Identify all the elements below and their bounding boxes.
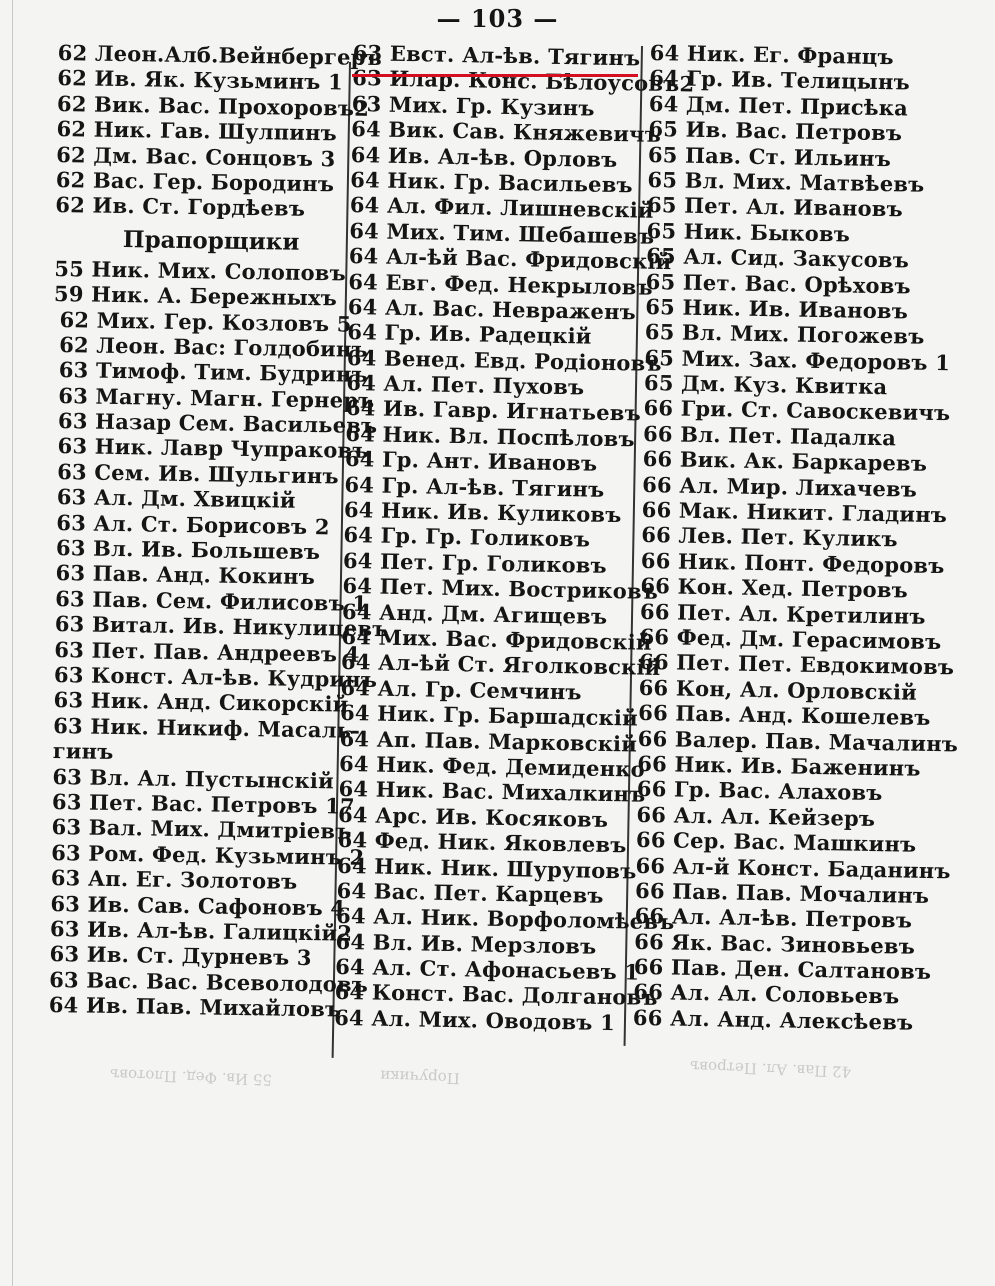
- list-item: 62 Дм. Вас. Сонцовъ 3: [56, 141, 336, 171]
- bleed-through-text: 55 Ив. Фед. Плотовъ: [109, 1065, 273, 1089]
- list-item: 63 Витал. Ив. Никулицевъ: [54, 611, 389, 642]
- list-item: 64 Гр. Ал-ѣв. Тягинъ: [344, 471, 605, 502]
- list-item: 63 Ник. Никиф. Масаль-: [53, 712, 361, 743]
- list-item: 64 Венед. Евд. Родіоновъ: [346, 344, 662, 376]
- list-item: 63 Ап. Ег. Золотовъ: [50, 865, 298, 894]
- list-item: 66 Сер. Вас. Машкинъ: [635, 826, 917, 857]
- list-item: 63 Ник. Лавр Чупраковъ: [57, 433, 369, 464]
- list-item: 64 Евг. Фед. Некрыловъ: [348, 268, 654, 300]
- list-item: 64 Фед. Ник. Яковлевъ: [337, 826, 627, 858]
- list-item: 66 Пет. Пет. Евдокимовъ: [638, 649, 955, 680]
- list-item: 64 Ал. Гр. Семчинъ: [340, 674, 582, 705]
- list-item: гинъ: [52, 738, 114, 765]
- list-item: 63 Пав. Анд. Кокинъ: [55, 560, 316, 590]
- list-item: 66 Лев. Пет. Куликъ: [641, 522, 899, 552]
- list-item: 66 Вик. Ак. Баркаревъ: [642, 446, 928, 477]
- list-item: 63 Пет. Вас. Петровъ 17: [51, 788, 356, 819]
- list-item: 63 Ник. Анд. Сикорскій: [53, 687, 349, 718]
- list-item: 65 Пав. Ст. Ильинъ: [647, 141, 892, 171]
- list-item: 66 Кон. Хед. Петровъ: [640, 573, 909, 603]
- list-item: 63 Тимоф. Тим. Будринъ: [58, 357, 369, 388]
- list-item: 63 Ив. Сав. Сафоновъ 4: [50, 890, 346, 921]
- list-item: 66 Ал-й Конст. Баданинъ: [635, 852, 951, 883]
- list-item: 64 Вас. Пет. Карцевъ: [336, 877, 604, 908]
- list-item: 63 Пав. Сем. Филисовъ 1: [55, 585, 368, 616]
- list-item: 63 Пет. Пав. Андреевъ 4: [54, 636, 360, 667]
- list-item: 64 Ал. Ник. Ворфоломѣевъ: [335, 903, 675, 935]
- list-item: 65 Пет. Вас. Орѣховъ: [645, 268, 912, 299]
- list-item: 64 Вик. Сав. Княжевичъ: [351, 116, 662, 148]
- list-item: 66 Ал. Анд. Алексѣевъ: [632, 1004, 914, 1035]
- list-item: 62 Леон.Алб.Вейнбергеръ: [57, 40, 383, 71]
- list-item: 65 Ал. Сид. Закусовъ: [646, 243, 910, 273]
- list-item: 64 Ив. Пав. Михайловъ: [48, 992, 342, 1022]
- list-item: 64 Мих. Вас. Фридовскій: [341, 623, 652, 655]
- list-item: 64 Ал. Пет. Пуховъ: [346, 370, 585, 400]
- list-item: 64 Арс. Ив. Косяковъ: [337, 801, 609, 832]
- list-item: 63 Ал. Ст. Борисовъ 2: [56, 509, 330, 539]
- list-item: 64 Ник. Фед. Демиденко: [338, 750, 646, 782]
- highlight-underline: [352, 74, 638, 77]
- list-item: 63 Магну. Магн. Гернеръ: [58, 382, 375, 413]
- list-item: 64 Гр. Ив. Телицынъ: [649, 65, 911, 95]
- bleed-through-text: Поручики: [379, 1066, 461, 1088]
- list-item: 65 Вл. Мих. Погожевъ: [644, 319, 925, 350]
- list-item: 66 Пав. Анд. Кошелевъ: [638, 700, 931, 731]
- list-item: 64 Гр. Ант. Ивановъ: [344, 446, 598, 477]
- list-item: 64 Анд. Дм. Агищевъ: [341, 598, 608, 629]
- list-item: 64 Мих. Тим. Шебашевъ: [349, 217, 655, 249]
- list-item: 64 Ник. Вл. Поспѣловъ: [345, 420, 636, 452]
- column-middle: [333, 40, 695, 1036]
- list-item: 62 Мих. Гер. Козловъ 5: [59, 306, 352, 337]
- list-item: 66 Мак. Никит. Гладинъ: [641, 496, 948, 528]
- list-item: 63 Ром. Фед. Кузьминъ 2: [51, 839, 365, 870]
- list-item: 62 Вас. Гер. Бородинъ: [55, 166, 335, 197]
- list-item: 64 Ив. Гавр. Игнатьевъ: [345, 395, 642, 427]
- list-item: 64 Ал. Фил. Лишневскій: [349, 192, 654, 224]
- list-item: 66 Валер. Пав. Мачалинъ: [637, 725, 959, 757]
- page-number: — 103 —: [436, 4, 559, 33]
- list-item: 64 Ник. Ег. Францъ: [649, 40, 895, 70]
- list-item: 66 Пав. Ден. Салтановъ: [633, 953, 932, 985]
- list-item: 62 Ив. Ст. Гордѣевъ: [55, 192, 306, 222]
- list-item: 63 Евст. Ал-ѣв. Тягинъ: [352, 40, 641, 71]
- list-item: 65 Ник. Ив. Ивановъ: [645, 293, 909, 324]
- list-item: 63 Вас. Вас. Всеволодовъ: [49, 966, 369, 997]
- list-item: 64 Ал-ѣй Вас. Фридовскій: [348, 243, 672, 275]
- list-item: 64 Ник. Ив. Куликовъ: [343, 496, 622, 528]
- list-item: 63 Вал. Мих. Дмитріевъ: [51, 814, 352, 845]
- list-item: 63 Конст. Ал-ѣв. Кудринъ: [53, 662, 378, 693]
- list-item: 66 Вл. Пет. Падалка: [642, 420, 897, 451]
- list-item: 66 Кон, Ал. Орловскій: [638, 674, 918, 705]
- list-item: 64 Ник. Гр. Васильевъ: [350, 166, 634, 198]
- list-item: 63 Ал. Дм. Хвицкій: [56, 484, 296, 514]
- list-item: 64 Ник. Гр. Баршадскій: [339, 700, 639, 731]
- column-right: [632, 40, 959, 1035]
- column-left: [43, 40, 389, 1022]
- list-item: 64 Ник. Ник. Шуруповъ: [336, 852, 637, 884]
- list-item: 66 Ник. Ив. Баженинъ: [637, 750, 921, 781]
- list-item: 64 Конст. Вас. Долгановъ: [334, 979, 658, 1011]
- list-item: 63 Мих. Гр. Кузинъ: [351, 90, 595, 121]
- list-item: 64 Ал. Ст. Афонасьевъ 1: [334, 953, 640, 985]
- list-item: 64 Ал. Мих. Оводовъ 1: [333, 1004, 616, 1036]
- list-item: 66 Ал. Мир. Лихачевъ: [642, 471, 918, 502]
- list-item: 63 Илар. Конс. Бѣлоусовъ2: [352, 65, 695, 97]
- list-item: 66 Ал. Ал. Соловьевъ: [633, 979, 900, 1009]
- list-item: 66 Як. Вас. Зиновьевъ: [634, 928, 916, 959]
- list-item: 66 Ал. Ал. Кейзеръ: [636, 801, 876, 831]
- list-item: 63 Ив. Ал-ѣв. Галицкій2: [49, 915, 353, 946]
- list-item: 63 Вл. Ал. Пустынскій: [52, 763, 335, 793]
- list-item: 63 Сем. Ив. Шульгинъ: [57, 458, 339, 489]
- list-item: 64 Вл. Ив. Мерзловъ: [335, 928, 597, 959]
- list-item: 63 Ив. Ст. Дурневъ 3: [49, 941, 312, 971]
- list-item: 64 Гр. Ив. Радецкій: [347, 319, 592, 349]
- list-item: 66 Фед. Дм. Герасимовъ: [639, 623, 942, 655]
- list-item: 64 Пет. Мих. Востриковъ: [342, 573, 659, 605]
- list-item: 64 Пет. Гр. Голиковъ: [342, 547, 608, 578]
- section-heading: Прапорщики: [122, 225, 300, 256]
- list-item: 64 Ал-ѣй Ст. Яголковскій: [340, 649, 661, 681]
- list-item: 62 Ив. Як. Кузьминъ 1: [57, 65, 344, 95]
- list-item: 65 Пет. Ал. Ивановъ: [646, 192, 904, 222]
- list-item: 64 Ап. Пав. Марковскій: [339, 725, 638, 757]
- list-item: 65 Ив. Вас. Петровъ: [648, 116, 903, 146]
- list-item: 64 Ник. Вас. Михалкинъ: [338, 776, 646, 808]
- list-item: 63 Вл. Ив. Большевъ: [55, 535, 321, 565]
- list-item: 64 Гр. Гр. Голиковъ: [343, 522, 591, 553]
- list-item: 62 Ник. Гав. Шулпинъ: [56, 116, 338, 146]
- list-item: 59 Ник. А. Бережныхъ: [53, 281, 338, 311]
- list-item: 55 Ник. Мих. Солоповъ: [54, 255, 347, 286]
- list-item: 66 Ник. Понт. Федоровъ: [640, 547, 945, 579]
- list-item: 66 Гр. Вас. Алаховъ: [636, 776, 883, 806]
- list-item: 62 Леон. Вас: Голдобинъ: [59, 331, 369, 362]
- list-item: 64 Ив. Ал-ѣв. Орловъ: [350, 141, 618, 172]
- list-item: 65 Вл. Мих. Матвѣевъ: [647, 166, 925, 197]
- list-item: 64 Ал. Вас. Невраженъ: [347, 293, 637, 325]
- list-item: 63 Назар Сем. Васильевъ: [57, 408, 378, 439]
- list-item: 66 Гри. Ст. Савоскевичъ: [643, 395, 951, 426]
- list-item: 62 Вик. Вас. Прохоровъ2: [56, 90, 370, 121]
- list-item: 64 Дм. Пет. Присѣка: [648, 90, 909, 121]
- list-item: 65 Ник. Быковъ: [646, 217, 851, 247]
- list-item: 65 Дм. Куз. Квитка: [643, 370, 888, 400]
- list-item: 66 Пав. Пав. Мочалинъ: [634, 877, 930, 908]
- list-item: 66 Ал. Ал-ѣв. Петровъ: [634, 903, 913, 933]
- list-item: 65 Мих. Зах. Федоровъ 1: [644, 344, 951, 375]
- bleed-through-text: 42 Пав. Ал. Петровъ: [689, 1057, 852, 1081]
- list-item: 66 Пет. Ал. Кретилинъ: [639, 598, 926, 629]
